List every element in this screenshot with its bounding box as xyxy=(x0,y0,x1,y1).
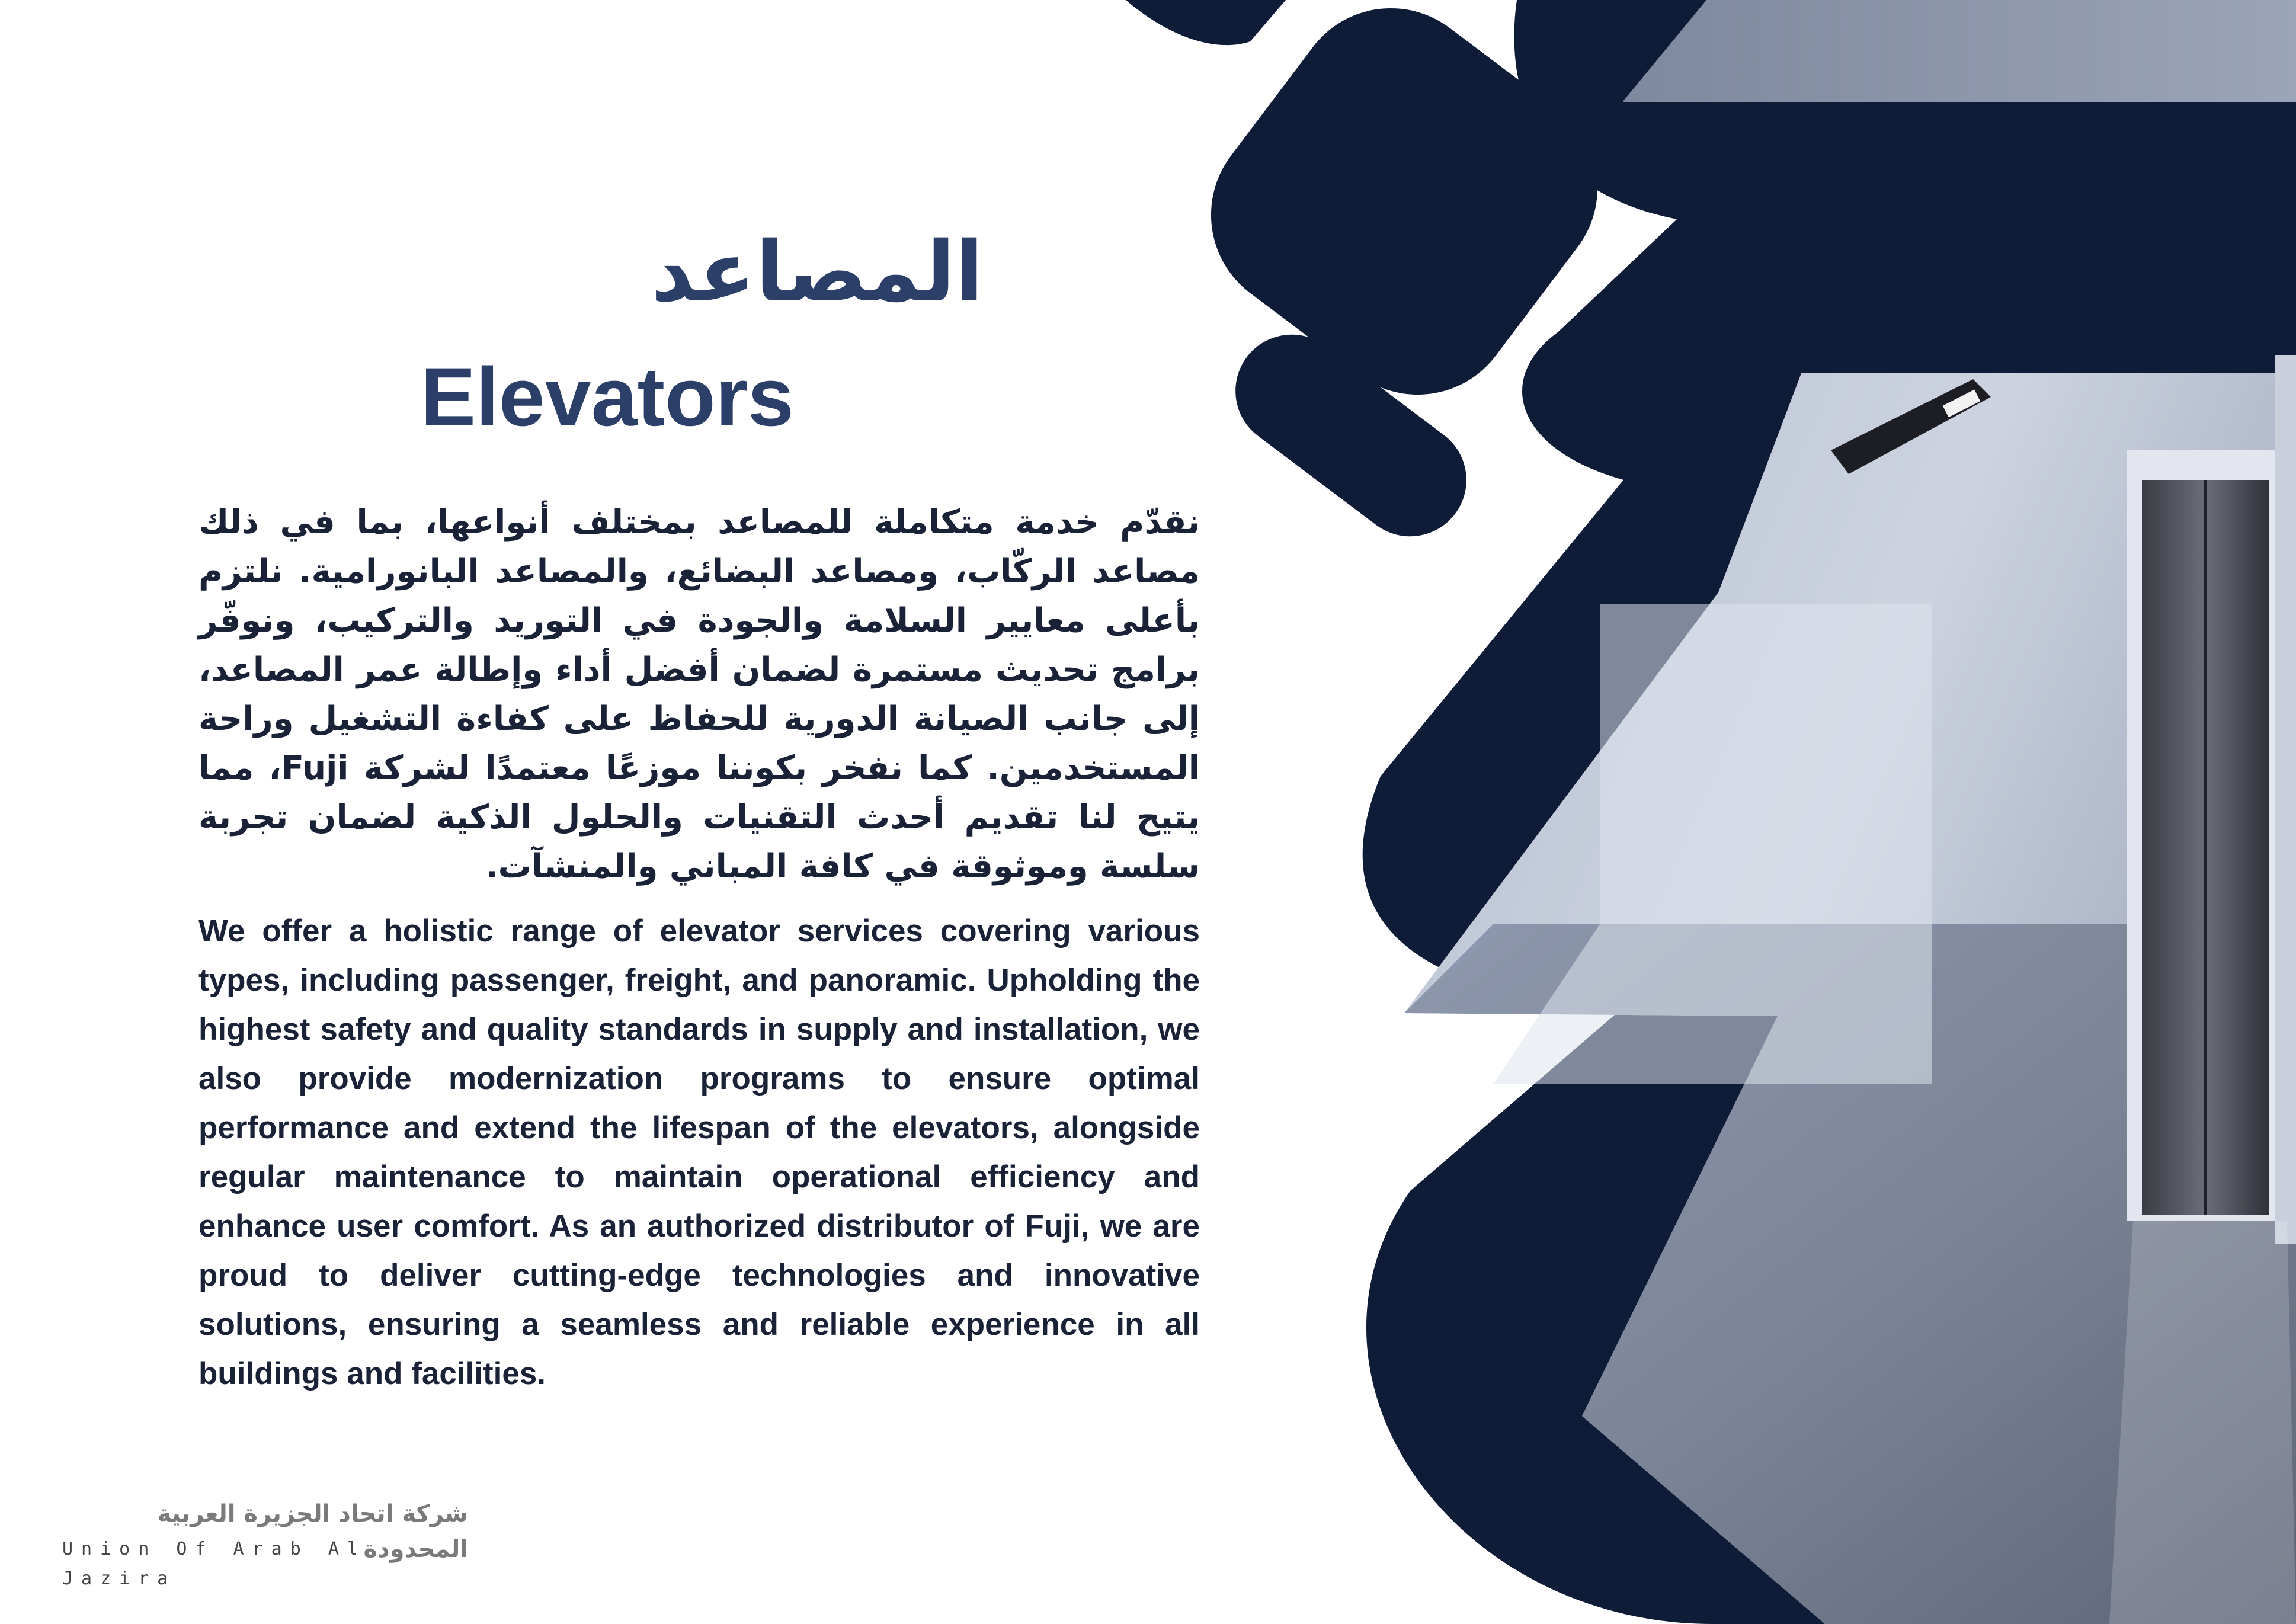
body-text-english: We offer a holistic range of elevator services covering various types, including passenger, freight, and panoramic. Upholding the highest safety and quality standards in supply and installation, we also provide modernization programs to ensure optimal performance and extend the lifespan of the elevators, alongside regular maintenance to maintain operational efficiency and enhance user comfort. As an authorized distributor of Fuji, we are proud to deliver cutting-edge technologies and innovative solutions, ensuring a seamless and reliable experience in all buildings and facilities. xyxy=(198,914,1200,1391)
page-title-english: Elevators xyxy=(420,350,794,443)
navy-blob-top xyxy=(1126,0,1286,45)
company-name-english: Union Of Arab Al Jazira xyxy=(62,1539,366,1589)
body-text-arabic: نقدّم خدمة متكاملة للمصاعد بمختلف أنواعها، بما في ذلك مصاعد الركّاب، ومصاعد البضائع، والمصاعد البانورامية. نلتزم بأعلى معايير السلامة والجودة في التوريد والتركيب، ونوفّر برامج تحديث مستمرة لضمان أفضل أداء وإطالة عمر المصاعد، إلى جانب الصيانة الدورية للحفاظ على كفاءة التشغيل وراحة المستخدمين. كما نفخر بكوننا موزعًا معتمدًا لشركة Fuji، مما يتيح لنا تقديم أحدث التقنيات والحلول الذكية لضمان تجربة سلسة وموثوقة في كافة المباني والمنشآت. xyxy=(198,503,1200,886)
company-name-arabic: شركة اتحاد الجزيرة العربية المحدودة xyxy=(157,1500,468,1563)
page-title-arabic: المصاعد xyxy=(651,224,984,321)
photo-ceiling xyxy=(1623,0,2296,102)
